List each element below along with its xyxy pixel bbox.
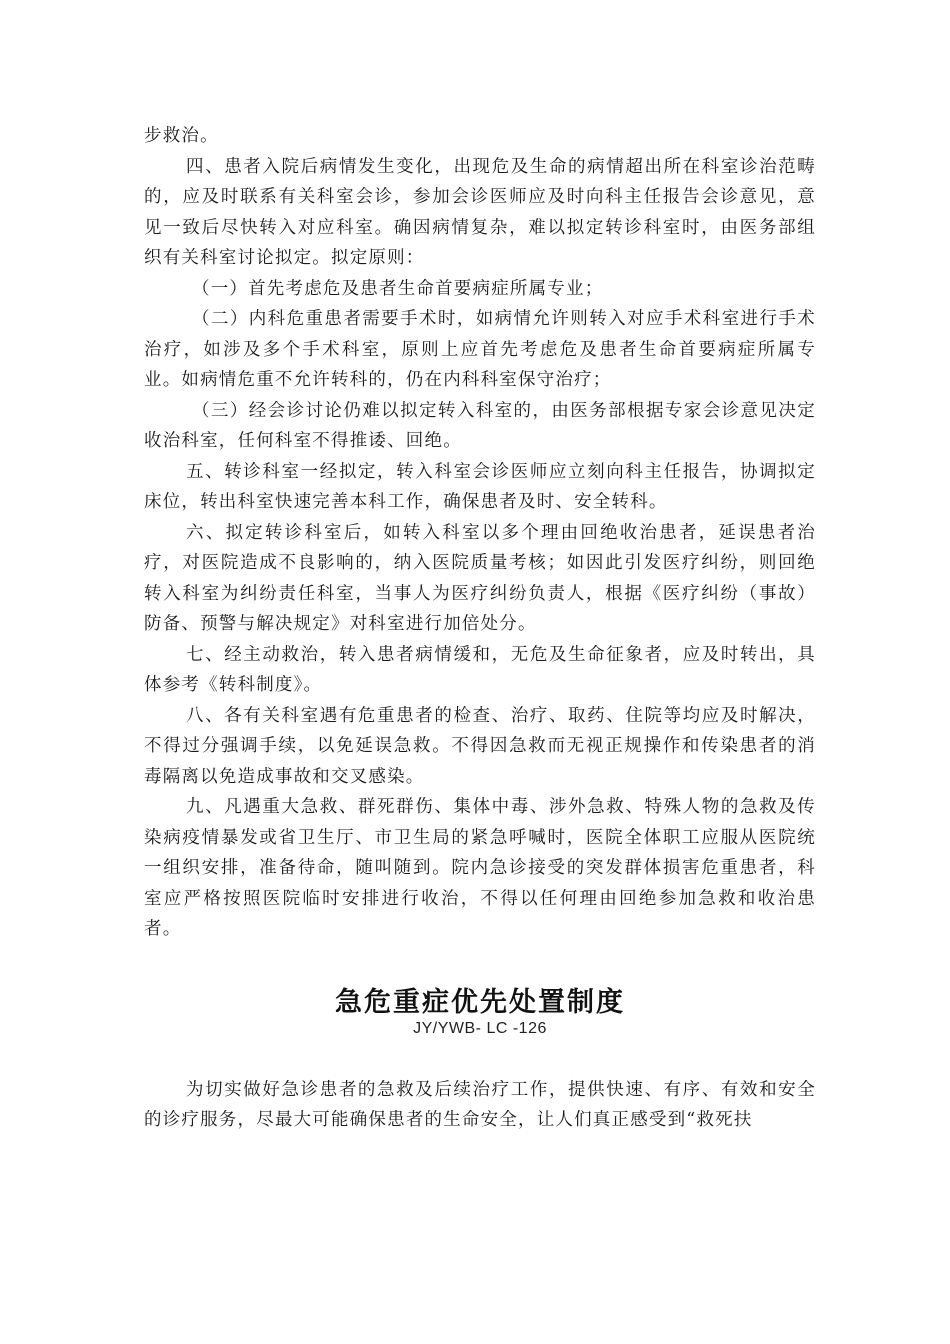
- paragraph-item-7: 七、经主动救治，转入患者病情缓和，无危及生命征象者，应及时转出，具体参考《转科制度》。: [144, 644, 816, 695]
- paragraph-subitem-3: （三）经会诊讨论仍难以拟定转入科室的，由医务部根据专家会诊意见决定收治科室，任何科室不得推诿、回绝。: [144, 400, 816, 451]
- paragraph-continuation: 步救治。: [144, 126, 219, 146]
- paragraph-item-6: 六、拟定转诊科室后，如转入科室以多个理由回绝收治患者，延误患者治疗，对医院造成不良影响的，纳入医院质量考核；如因此引发医疗纠纷，则回绝转入科室为纠纷责任科室，当事人为医疗纠纷负责人，根据《医疗纠纷（事故）防备、预警与解决规定》对科室进行加倍处分。: [144, 522, 816, 634]
- paragraph-item-5: 五、转诊科室一经拟定，转入科室会诊医师应立刻向科主任报告，协调拟定床位，转出科室快速完善本科工作，确保患者及时、安全转科。: [144, 461, 816, 512]
- document-code: JY/YWB- LC -126: [413, 1019, 547, 1037]
- paragraph-item-4: 四、患者入院后病情发生变化，出现危及生命的病情超出所在科室诊治范畴的，应及时联系有关科室会诊，参加会诊医师应及时向科主任报告会诊意见，意见一致后尽快转入对应科室。确因病情复杂，难以拟定转诊科室时，由医务部组织有关科室讨论拟定。拟定原则：: [144, 156, 816, 268]
- section-title: 急危重症优先处置制度: [335, 986, 625, 1018]
- paragraph-item-9: 九、凡遇重大急救、群死群伤、集体中毒、涉外急救、特殊人物的急救及传染病疫情暴发或省卫生厅、市卫生局的紧急呼喊时，医院全体职工应服从医院统一组织安排，准备待命，随叫随到。院内急诊接受的突发群体损害危重患者，科室应严格按照医院临时安排进行收治，不得以任何理由回绝参加急救和收治患者。: [144, 797, 816, 939]
- paragraph-item-8: 八、各有关科室遇有危重患者的检查、治疗、取药、住院等均应及时解决，不得过分强调手续，以免延误急救。不得因急救而无视正规操作和传染患者的消毒隔离以免造成事故和交叉感染。: [144, 705, 816, 787]
- section-intro-paragraph: 为切实做好急诊患者的急救及后续治疗工作，提供快速、有序、有效和安全的诊疗服务，尽最大可能确保患者的生命安全，让人们真正感受到“救死扶: [144, 1079, 816, 1130]
- document-body: [144, 121, 816, 1136]
- paragraph-subitem-2: （二）内科危重患者需要手术时，如病情允许则转入对应手术科室进行手术治疗，如涉及多个手术科室，原则上应首先考虑危及患者生命首要病症所属专业。如病情危重不允许转科的，仍在内科科室保守治疗；: [144, 309, 816, 390]
- paragraph-subitem-1: （一）首先考虑危及患者生命首要病症所属专业；: [192, 278, 604, 299]
